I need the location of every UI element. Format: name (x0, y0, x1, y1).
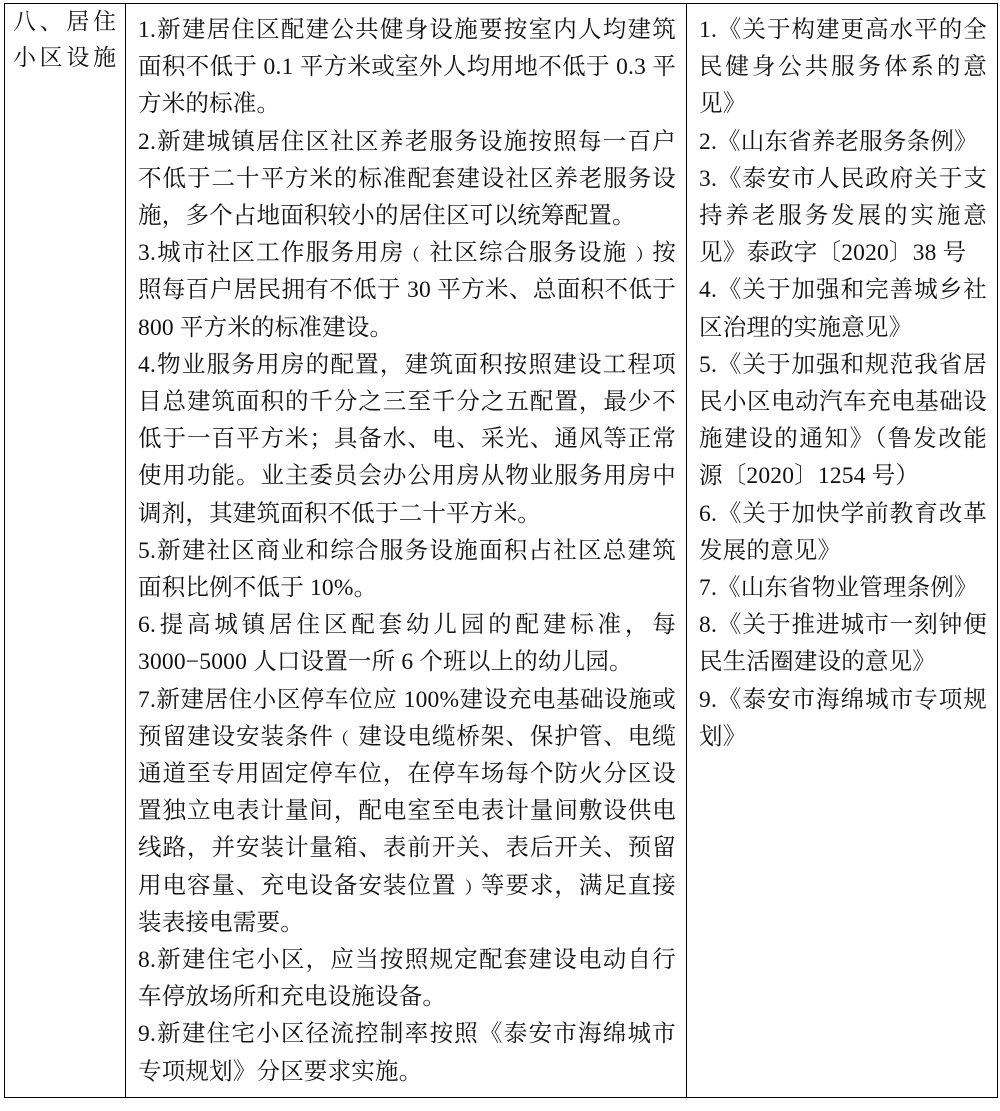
requirement-item: 9.新建住宅小区径流控制率按照《泰安市海绵城市专项规划》分区要求实施。 (138, 1021, 676, 1085)
requirement-item: 4.物业服务用房的配置，建筑面积按照建设工程项目总建筑面积的千分之三至千分之五配置，最少不低于一百平方米；具备水、电、采光、通风等正常使用功能。业主委员会办公用房从物业服务用房中调剂，其建筑面积不低于二十平方米。 (138, 351, 676, 527)
category-cell (5, 4, 126, 1098)
reference-item: 1.《关于构建更高水平的全民健身公共服务体系的意见》 (699, 17, 987, 118)
reference-item: 9.《泰安市海绵城市专项规划》 (699, 686, 987, 750)
requirement-item: 2.新建城镇居住区社区养老服务设施按照每一百户不低于二十平方米的标准配套建设社区养老服务设施，多个占地面积较小的居住区可以统筹配置。 (138, 128, 676, 230)
reference-item: 4.《关于加强和完善城乡社区治理的实施意见》 (699, 277, 987, 341)
requirements-table (4, 3, 998, 1098)
reference-item: 2.《山东省养老服务条例》 (699, 128, 978, 155)
requirement-item: 5.新建社区商业和综合服务设施面积占社区总建筑面积比例不低于 10%。 (138, 537, 676, 602)
requirements-cell (126, 4, 687, 1098)
requirements-list (126, 4, 686, 1097)
reference-item: 7.《山东省物业管理条例》 (699, 575, 978, 602)
requirement-item: 1.新建居住区配建公共健身设施要按室内人均建筑面积不低于 0.1 平方米或室外人均用地不低于 0.3 平方米的标准。 (138, 17, 676, 118)
references-cell (687, 4, 998, 1098)
requirement-item: 8.新建住宅小区，应当按照规定配套建设电动自行车停放场所和充电设施设备。 (138, 947, 676, 1011)
reference-item: 5.《关于加强和规范我省居民小区电动汽车充电基础设施建设的通知》（鲁发改能源〔2020〕1254 号） (699, 351, 987, 490)
references-list (687, 4, 997, 762)
category-label: 八、居住小区设施 (13, 9, 117, 70)
reference-item: 8.《关于推进城市一刻钟便民生活圈建设的意见》 (699, 612, 987, 676)
requirement-item: 6.提高城镇居住区配套幼儿园的配建标准，每 3000−5000 人口设置一所 6 个班以上的幼儿园。 (138, 612, 683, 676)
requirement-item: 3.城市社区工作服务用房﹙社区综合服务设施﹚按照每百户居民拥有不低于 30 平方米、总面积不低于 800 平方米的标准建设。 (138, 240, 683, 341)
table-row (5, 4, 998, 1098)
requirement-item: 7.新建居住小区停车位应 100%建设充电基础设施或预留建设安装条件﹙建设电缆桥架、保护管、电缆通道至专用固定停车位，在停车场每个防火分区设置独立电表计量间，配电室至电表计量间敷设供电线路，并安装计量箱、表前开关、表后开关、预留用电容量、充电设备安装位置﹚等要求，满足直接装表接电需要。 (138, 686, 676, 936)
reference-item: 3.《泰安市人民政府关于支持养老服务发展的实施意见》泰政字〔2020〕38 号 (699, 165, 987, 267)
reference-item: 6.《关于加快学前教育改革发展的意见》 (699, 500, 987, 564)
